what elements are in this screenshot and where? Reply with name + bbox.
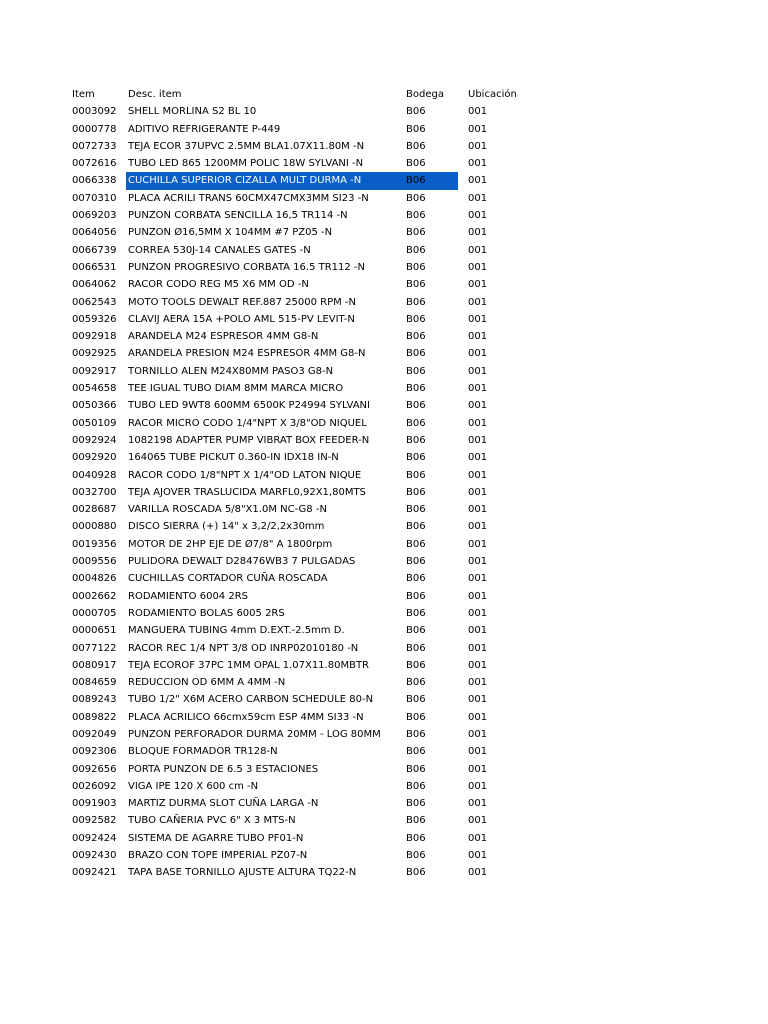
- header-row: [72, 86, 592, 103]
- cell-bodega[interactable]: B06: [406, 486, 426, 498]
- cell-ubicacion[interactable]: 001: [468, 728, 488, 740]
- table-row[interactable]: [72, 536, 592, 553]
- table-row[interactable]: [72, 847, 592, 864]
- cell-item[interactable]: 0092430: [72, 850, 117, 862]
- cell-desc[interactable]: MARTIZ DURMA SLOT CUÑA LARGA -N: [128, 798, 319, 810]
- cell-bodega[interactable]: B06: [406, 210, 426, 222]
- cell-bodega[interactable]: B06: [406, 556, 426, 568]
- table-row[interactable]: [72, 224, 592, 241]
- cell-bodega[interactable]: B06: [406, 279, 426, 291]
- table-row[interactable]: [72, 380, 592, 397]
- cell-desc[interactable]: PLACA ACRILI TRANS 60CMX47CMX3MM SI23 -N: [128, 192, 369, 204]
- cell-item[interactable]: 0032700: [72, 486, 117, 498]
- cell-item[interactable]: 0000880: [72, 521, 117, 533]
- cell-ubicacion[interactable]: 001: [468, 659, 488, 671]
- cell-desc[interactable]: RACOR CODO REG M5 X6 MM OD -N: [128, 279, 309, 291]
- cell-bodega[interactable]: B06: [406, 296, 426, 308]
- cell-ubicacion[interactable]: 001: [468, 832, 488, 844]
- cell-bodega[interactable]: B06: [406, 867, 426, 879]
- cell-ubicacion[interactable]: 001: [468, 556, 488, 568]
- table-row[interactable]: [72, 449, 592, 466]
- header-item[interactable]: Item: [72, 89, 95, 100]
- cell-bodega[interactable]: B06: [406, 175, 426, 187]
- cell-item[interactable]: 0092049: [72, 728, 117, 740]
- table-row[interactable]: [72, 761, 592, 778]
- cell-bodega[interactable]: B06: [406, 227, 426, 239]
- cell-bodega[interactable]: B06: [406, 642, 426, 654]
- cell-desc[interactable]: RACOR CODO 1/8"NPT X 1/4"OD LATON NIQUE: [128, 469, 362, 481]
- cell-bodega[interactable]: B06: [406, 521, 426, 533]
- cell-ubicacion[interactable]: 001: [468, 279, 488, 291]
- cell-bodega[interactable]: B06: [406, 261, 426, 273]
- cell-ubicacion[interactable]: 001: [468, 798, 488, 810]
- cell-bodega[interactable]: B06: [406, 331, 426, 343]
- table-row[interactable]: [72, 484, 592, 501]
- cell-bodega[interactable]: B06: [406, 850, 426, 862]
- table-row[interactable]: [72, 190, 592, 207]
- cell-ubicacion[interactable]: 001: [468, 625, 488, 637]
- cell-bodega[interactable]: B06: [406, 694, 426, 706]
- cell-ubicacion[interactable]: 001: [468, 348, 488, 360]
- table-row[interactable]: [72, 864, 592, 881]
- table-row[interactable]: [72, 709, 592, 726]
- cell-desc[interactable]: RACOR MICRO CODO 1/4"NPT X 3/8"OD NIQUEL: [128, 417, 367, 429]
- table-row[interactable]: [72, 276, 592, 293]
- cell-desc[interactable]: 164065 TUBE PICKUT 0.360-IN IDX18 IN-N: [128, 452, 339, 464]
- cell-desc[interactable]: PUNZON PROGRESIVO CORBATA 16.5 TR112 -N: [128, 261, 366, 273]
- cell-item[interactable]: 0092920: [72, 452, 117, 464]
- cell-ubicacion[interactable]: 001: [468, 158, 488, 170]
- cell-ubicacion[interactable]: 001: [468, 365, 488, 377]
- cell-desc[interactable]: CUCHILLAS CORTADOR CUÑA ROSCADA: [128, 573, 328, 585]
- cell-item[interactable]: 0009556: [72, 556, 117, 568]
- cell-item[interactable]: 0077122: [72, 642, 117, 654]
- cell-bodega[interactable]: B06: [406, 711, 426, 723]
- cell-ubicacion[interactable]: 001: [468, 746, 488, 758]
- cell-ubicacion[interactable]: 001: [468, 815, 488, 827]
- cell-desc[interactable]: TORNILLO ALEN M24X80MM PASO3 G8-N: [128, 365, 334, 377]
- cell-bodega[interactable]: B06: [406, 677, 426, 689]
- cell-item[interactable]: 0040928: [72, 469, 117, 481]
- table-row[interactable]: [72, 103, 592, 120]
- cell-item[interactable]: 0072733: [72, 140, 117, 152]
- cell-item[interactable]: 0080917: [72, 659, 117, 671]
- cell-item[interactable]: 0028687: [72, 504, 117, 516]
- cell-desc[interactable]: VARILLA ROSCADA 5/8"X1.0M NC-G8 -N: [128, 504, 327, 516]
- cell-desc[interactable]: TEJA ECOR 37UPVC 2.5MM BLA1.07X11.80M -N: [128, 140, 365, 152]
- table-row[interactable]: [72, 155, 592, 172]
- cell-item[interactable]: 0062543: [72, 296, 117, 308]
- cell-ubicacion[interactable]: 001: [468, 452, 488, 464]
- cell-desc[interactable]: TAPA BASE TORNILLO AJUSTE ALTURA TQ22-N: [128, 867, 357, 879]
- cell-item[interactable]: 0084659: [72, 677, 117, 689]
- cell-desc[interactable]: PUNZON CORBATA SENCILLA 16,5 TR114 -N: [128, 210, 348, 222]
- cell-ubicacion[interactable]: 001: [468, 538, 488, 550]
- cell-bodega[interactable]: B06: [406, 607, 426, 619]
- cell-desc[interactable]: TUBO 1/2" X6M ACERO CARBON SCHEDULE 80-N: [128, 694, 374, 706]
- cell-desc[interactable]: MOTOR DE 2HP EJE DE Ø7/8" A 1800rpm: [128, 538, 333, 550]
- cell-bodega[interactable]: B06: [406, 400, 426, 412]
- cell-desc[interactable]: TUBO CAÑERIA PVC 6" X 3 MTS-N: [128, 815, 296, 827]
- cell-ubicacion[interactable]: 001: [468, 313, 488, 325]
- cell-item[interactable]: 0092917: [72, 365, 117, 377]
- cell-desc[interactable]: TEJA AJOVER TRASLUCIDA MARFL0,92X1,80MTS: [128, 486, 366, 498]
- cell-bodega[interactable]: B06: [406, 504, 426, 516]
- table-row[interactable]: [72, 640, 592, 657]
- cell-bodega[interactable]: B06: [406, 348, 426, 360]
- cell-ubicacion[interactable]: 001: [468, 867, 488, 879]
- cell-bodega[interactable]: B06: [406, 106, 426, 118]
- table-row[interactable]: [72, 588, 592, 605]
- cell-desc[interactable]: PUNZON PERFORADOR DURMA 20MM - LOG 80MM: [128, 728, 381, 740]
- cell-bodega[interactable]: B06: [406, 313, 426, 325]
- cell-ubicacion[interactable]: 001: [468, 711, 488, 723]
- cell-item[interactable]: 0066531: [72, 261, 117, 273]
- table-row[interactable]: [72, 294, 592, 311]
- table-row[interactable]: [72, 328, 592, 345]
- cell-bodega[interactable]: B06: [406, 659, 426, 671]
- cell-ubicacion[interactable]: 001: [468, 331, 488, 343]
- table-row[interactable]: [72, 121, 592, 138]
- cell-item[interactable]: 0092582: [72, 815, 117, 827]
- table-row[interactable]: [72, 518, 592, 535]
- cell-ubicacion[interactable]: 001: [468, 504, 488, 516]
- cell-bodega[interactable]: B06: [406, 538, 426, 550]
- cell-desc[interactable]: PLACA ACRILICO 66cmx59cm ESP 4MM SI33 -N: [128, 711, 364, 723]
- cell-item[interactable]: 0070310: [72, 192, 117, 204]
- table-row[interactable]: [72, 743, 592, 760]
- cell-ubicacion[interactable]: 001: [468, 780, 488, 792]
- cell-item[interactable]: 0072616: [72, 158, 117, 170]
- cell-item[interactable]: 0092918: [72, 331, 117, 343]
- cell-desc[interactable]: MANGUERA TUBING 4mm D.EXT.-2.5mm D.: [128, 625, 345, 637]
- table-row[interactable]: [72, 242, 592, 259]
- cell-bodega[interactable]: B06: [406, 832, 426, 844]
- cell-item[interactable]: 0092306: [72, 746, 117, 758]
- cell-desc[interactable]: CUCHILLA SUPERIOR CIZALLA MULT DURMA -N: [126, 172, 458, 189]
- cell-item[interactable]: 0019356: [72, 538, 117, 550]
- cell-desc[interactable]: BRAZO CON TOPE IMPERIAL PZ07-N: [128, 850, 308, 862]
- table-row[interactable]: [72, 207, 592, 224]
- cell-item[interactable]: 0089243: [72, 694, 117, 706]
- table-row[interactable]: [72, 553, 592, 570]
- cell-desc[interactable]: ARANDELA PRESION M24 ESPRESOR 4MM G8-N: [128, 348, 366, 360]
- table-row[interactable]: [72, 830, 592, 847]
- cell-ubicacion[interactable]: 001: [468, 210, 488, 222]
- cell-ubicacion[interactable]: 001: [468, 486, 488, 498]
- cell-bodega[interactable]: B06: [406, 140, 426, 152]
- cell-item[interactable]: 0092925: [72, 348, 117, 360]
- cell-bodega[interactable]: B06: [406, 123, 426, 135]
- cell-desc[interactable]: PULIDORA DEWALT D28476WB3 7 PULGADAS: [128, 556, 356, 568]
- cell-bodega[interactable]: B06: [406, 158, 426, 170]
- table-row[interactable]: [72, 397, 592, 414]
- cell-desc[interactable]: TUBO LED 865 1200MM POLIC 18W SYLVANI -N: [128, 158, 364, 170]
- cell-item[interactable]: 0004826: [72, 573, 117, 585]
- cell-item[interactable]: 0064056: [72, 227, 117, 239]
- table-row[interactable]: [72, 432, 592, 449]
- cell-bodega[interactable]: B06: [406, 746, 426, 758]
- cell-bodega[interactable]: B06: [406, 728, 426, 740]
- cell-ubicacion[interactable]: 001: [468, 261, 488, 273]
- cell-bodega[interactable]: B06: [406, 573, 426, 585]
- cell-desc[interactable]: PUNZON Ø16,5MM X 104MM #7 PZ05 -N: [128, 227, 333, 239]
- cell-ubicacion[interactable]: 001: [468, 607, 488, 619]
- cell-ubicacion[interactable]: 001: [468, 573, 488, 585]
- cell-item[interactable]: 0054658: [72, 383, 117, 395]
- table-body: [72, 103, 592, 881]
- cell-bodega[interactable]: B06: [406, 469, 426, 481]
- table-row[interactable]: [72, 415, 592, 432]
- cell-bodega[interactable]: B06: [406, 763, 426, 775]
- cell-bodega[interactable]: B06: [406, 244, 426, 256]
- cell-item[interactable]: 0091903: [72, 798, 117, 810]
- cell-bodega[interactable]: B06: [406, 452, 426, 464]
- table-row[interactable]: [72, 311, 592, 328]
- cell-bodega[interactable]: B06: [406, 625, 426, 637]
- table-row[interactable]: [72, 605, 592, 622]
- cell-desc[interactable]: TEJA ECOROF 37PC 1MM OPAL 1.07X11.80MBTR: [128, 659, 369, 671]
- cell-ubicacion[interactable]: 001: [468, 244, 488, 256]
- cell-item[interactable]: 0003092: [72, 106, 117, 118]
- cell-bodega[interactable]: B06: [406, 798, 426, 810]
- cell-bodega[interactable]: B06: [406, 192, 426, 204]
- cell-desc[interactable]: TUBO LED 9WT8 600MM 6500K P24994 SYLVANI: [128, 400, 370, 412]
- table-row[interactable]: [72, 812, 592, 829]
- cell-ubicacion[interactable]: 001: [468, 175, 488, 187]
- table-row[interactable]: [72, 138, 592, 155]
- cell-bodega[interactable]: B06: [406, 383, 426, 395]
- cell-item[interactable]: 0002662: [72, 590, 117, 602]
- table-row[interactable]: [72, 726, 592, 743]
- cell-desc[interactable]: SHELL MORLINA S2 BL 10: [128, 106, 257, 118]
- header-desc[interactable]: Desc. item: [128, 89, 182, 100]
- cell-item[interactable]: 0000705: [72, 607, 117, 619]
- cell-item[interactable]: 0050109: [72, 417, 117, 429]
- cell-item[interactable]: 0000651: [72, 625, 117, 637]
- table-row[interactable]: [72, 674, 592, 691]
- cell-ubicacion[interactable]: 001: [468, 296, 488, 308]
- table-row[interactable]: [72, 467, 592, 484]
- table-row[interactable]: [72, 795, 592, 812]
- cell-ubicacion[interactable]: 001: [468, 590, 488, 602]
- cell-desc[interactable]: RACOR REC 1/4 NPT 3/8 OD INRP02010180 -N: [128, 642, 359, 654]
- cell-desc[interactable]: 1082198 ADAPTER PUMP VIBRAT BOX FEEDER-N: [128, 434, 370, 446]
- cell-bodega[interactable]: B06: [406, 417, 426, 429]
- cell-item[interactable]: 0000778: [72, 123, 117, 135]
- cell-desc[interactable]: VIGA IPE 120 X 600 cm -N: [128, 780, 259, 792]
- cell-ubicacion[interactable]: 001: [468, 642, 488, 654]
- cell-desc[interactable]: PORTA PUNZON DE 6.5 3 ESTACIONES: [128, 763, 319, 775]
- cell-desc[interactable]: CLAVIJ AERA 15A +POLO AML 515-PV LEVIT-N: [128, 313, 355, 325]
- cell-desc[interactable]: CORREA 530J-14 CANALES GATES -N: [128, 244, 311, 256]
- cell-ubicacion[interactable]: 001: [468, 383, 488, 395]
- cell-ubicacion[interactable]: 001: [468, 140, 488, 152]
- cell-item[interactable]: 0066739: [72, 244, 117, 256]
- cell-desc[interactable]: RODAMIENTO BOLAS 6005 2RS: [128, 607, 285, 619]
- cell-ubicacion[interactable]: 001: [468, 694, 488, 706]
- table-row[interactable]: [72, 363, 592, 380]
- cell-ubicacion[interactable]: 001: [468, 417, 488, 429]
- table-row[interactable]: [72, 501, 592, 518]
- table-row[interactable]: [72, 172, 592, 189]
- table-row[interactable]: [72, 259, 592, 276]
- cell-ubicacion[interactable]: 001: [468, 192, 488, 204]
- cell-item[interactable]: 0092656: [72, 763, 117, 775]
- cell-desc[interactable]: BLOQUE FORMADOR TR128-N: [128, 746, 278, 758]
- cell-ubicacion[interactable]: 001: [468, 400, 488, 412]
- cell-bodega[interactable]: B06: [406, 590, 426, 602]
- cell-desc[interactable]: REDUCCION OD 6MM A 4MM -N: [128, 677, 286, 689]
- header-ubicacion[interactable]: Ubicación: [468, 89, 517, 100]
- cell-item[interactable]: 0092924: [72, 434, 117, 446]
- cell-bodega[interactable]: B06: [406, 815, 426, 827]
- cell-ubicacion[interactable]: 001: [468, 123, 488, 135]
- cell-ubicacion[interactable]: 001: [468, 763, 488, 775]
- cell-desc[interactable]: RODAMIENTO 6004 2RS: [128, 590, 249, 602]
- cell-desc[interactable]: MOTO TOOLS DEWALT REF.887 25000 RPM -N: [128, 296, 357, 308]
- cell-ubicacion[interactable]: 001: [468, 106, 488, 118]
- cell-ubicacion[interactable]: 001: [468, 227, 488, 239]
- table-row[interactable]: [72, 570, 592, 587]
- cell-item[interactable]: 0092424: [72, 832, 117, 844]
- cell-bodega[interactable]: B06: [406, 434, 426, 446]
- cell-ubicacion[interactable]: 001: [468, 677, 488, 689]
- cell-item[interactable]: 0026092: [72, 780, 117, 792]
- table-row[interactable]: [72, 691, 592, 708]
- cell-ubicacion[interactable]: 001: [468, 434, 488, 446]
- cell-ubicacion[interactable]: 001: [468, 850, 488, 862]
- inventory-sheet: [72, 86, 592, 882]
- cell-item[interactable]: 0059326: [72, 313, 117, 325]
- cell-ubicacion[interactable]: 001: [468, 521, 488, 533]
- cell-item[interactable]: 0064062: [72, 279, 117, 291]
- table-row[interactable]: [72, 345, 592, 362]
- table-row[interactable]: [72, 778, 592, 795]
- cell-item[interactable]: 0066338: [72, 175, 117, 187]
- cell-ubicacion[interactable]: 001: [468, 469, 488, 481]
- cell-bodega[interactable]: B06: [406, 780, 426, 792]
- cell-desc[interactable]: DISCO SIERRA (+) 14" x 3,2/2,2x30mm: [128, 521, 325, 533]
- cell-desc[interactable]: ADITIVO REFRIGERANTE P-449: [128, 123, 281, 135]
- cell-desc[interactable]: ARANDELA M24 ESPRESOR 4MM G8-N: [128, 331, 319, 343]
- cell-desc[interactable]: SISTEMA DE AGARRE TUBO PF01-N: [128, 832, 304, 844]
- table-row[interactable]: [72, 657, 592, 674]
- cell-bodega[interactable]: B06: [406, 365, 426, 377]
- table-row[interactable]: [72, 622, 592, 639]
- cell-item[interactable]: 0069203: [72, 210, 117, 222]
- cell-item[interactable]: 0092421: [72, 867, 117, 879]
- cell-desc[interactable]: TEE IGUAL TUBO DIAM 8MM MARCA MICRO: [128, 383, 344, 395]
- header-bodega[interactable]: Bodega: [406, 89, 444, 100]
- cell-item[interactable]: 0089822: [72, 711, 117, 723]
- cell-item[interactable]: 0050366: [72, 400, 117, 412]
